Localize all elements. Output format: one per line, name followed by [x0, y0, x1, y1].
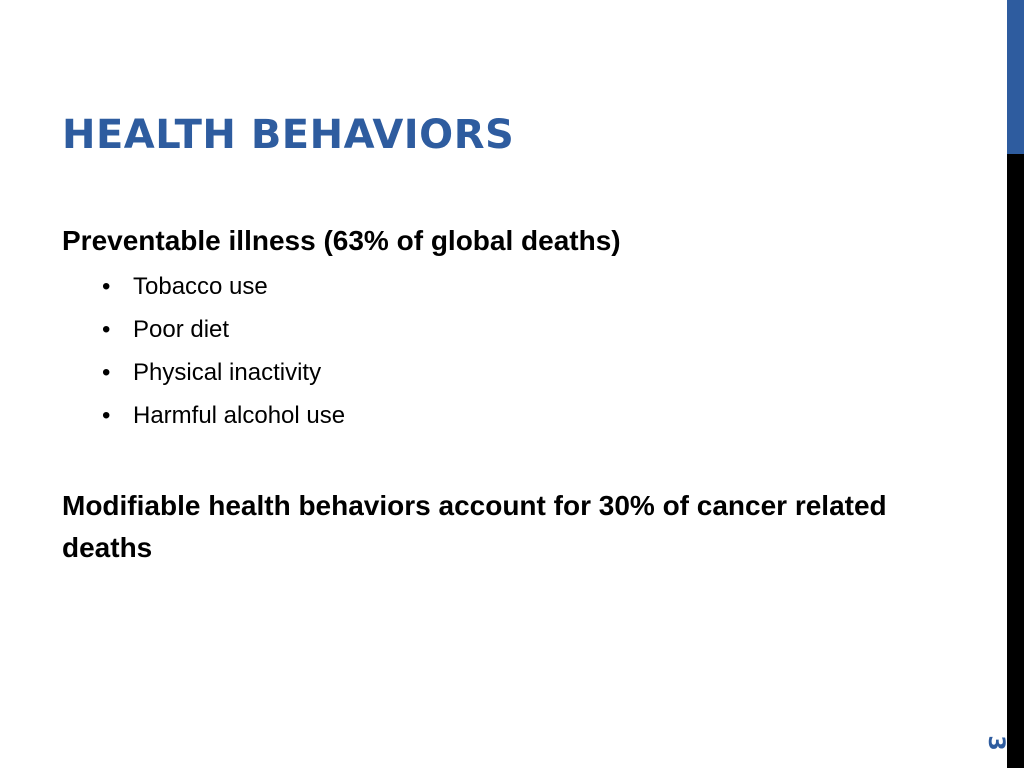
bullet-icon: •: [102, 402, 111, 429]
slide-content: [62, 221, 962, 569]
bullet-icon: •: [102, 316, 111, 343]
bullet-label: Poor diet: [133, 316, 230, 343]
list-item: [102, 394, 962, 437]
list-item: [102, 265, 962, 308]
accent-bar: [1007, 0, 1024, 154]
slide-title: HEALTH BEHAVIORS: [62, 112, 515, 158]
slide-number: 3: [983, 735, 1008, 751]
modifiable-behaviors-statement: Modifiable health behaviors account for 30% of cancer related deaths: [62, 490, 887, 563]
bullet-label: Physical inactivity: [133, 359, 322, 386]
bullet-icon: •: [102, 273, 111, 300]
bullet-icon: •: [102, 359, 111, 386]
bullet-label: Tobacco use: [133, 273, 268, 300]
list-item: [102, 308, 962, 351]
bullet-label: Harmful alcohol use: [133, 402, 346, 429]
preventable-illness-heading: Preventable illness (63% of global deaths): [62, 225, 621, 256]
side-bar: [1007, 154, 1024, 768]
bullet-list: [62, 265, 962, 437]
list-item: [102, 351, 962, 394]
